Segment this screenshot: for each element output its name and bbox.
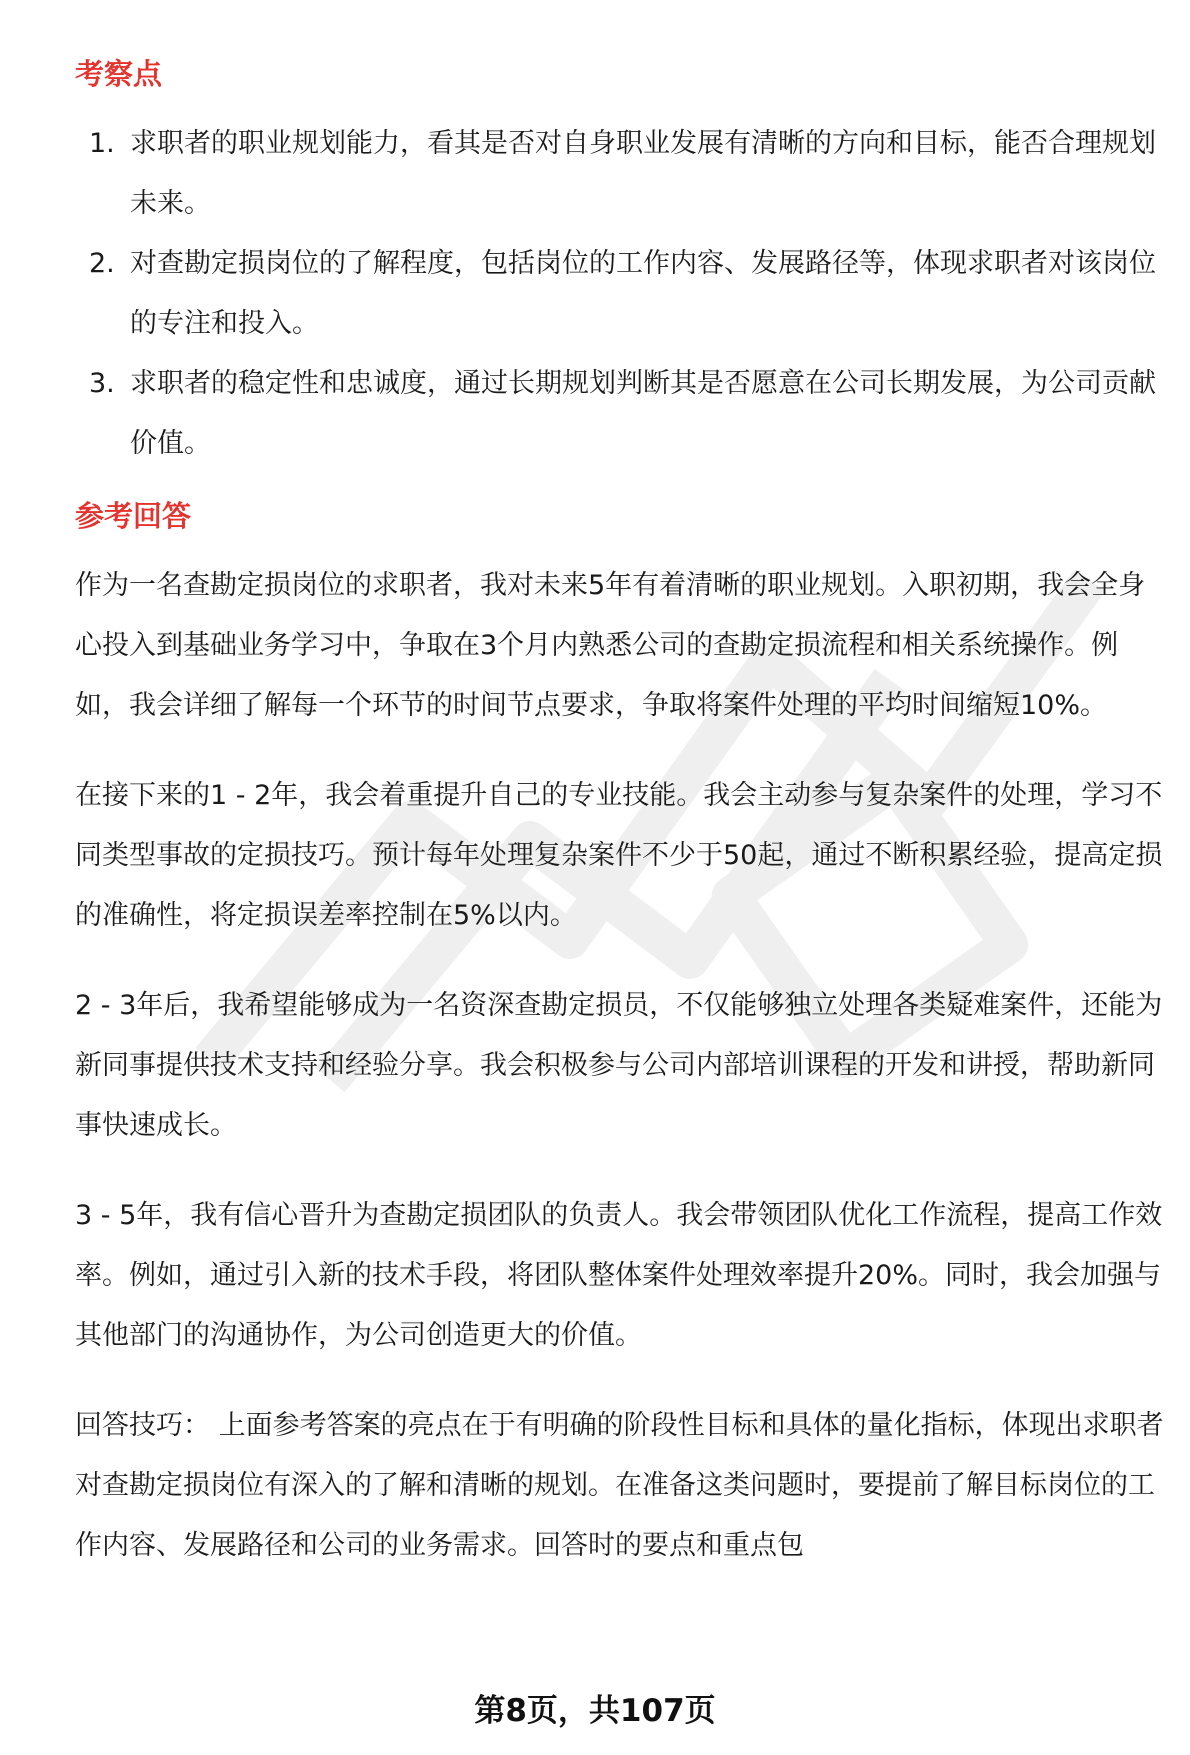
- section-title-focus: 考察点: [75, 57, 163, 91]
- list-item: [75, 354, 1165, 474]
- list-item-text: 对查勘定损岗位的了解程度，包括岗位的工作内容、发展路径等，体现求职者对该岗位的专注和投入。: [130, 248, 1156, 339]
- list-item-number: 3.: [89, 368, 115, 399]
- answer-paragraph: 2 - 3年后，我希望能够成为一名资深查勘定损员，不仅能够独立处理各类疑难案件，还能为新同事提供技术支持和经验分享。我会积极参与公司内部培训课程的开发和讲授，帮助新同事快速成长。: [75, 990, 1163, 1141]
- list-item-number: 2.: [89, 248, 115, 279]
- page-number: 第8页，共107页: [474, 1693, 716, 1729]
- section-title-answer: 参考回答: [75, 499, 192, 533]
- list-item-number: 1.: [89, 128, 115, 159]
- answer-paragraph: 3 - 5年，我有信心晋升为查勘定损团队的负责人。我会带领团队优化工作流程，提高工作效率。例如，通过引入新的技术手段，将团队整体案件处理效率提升20%。同时，我会加强与其他部门的沟通协作，为公司创造更大的价值。: [75, 1200, 1163, 1351]
- focus-list: [75, 114, 1165, 474]
- answer-paragraph: 作为一名查勘定损岗位的求职者，我对未来5年有着清晰的职业规划。入职初期，我会全身心投入到基础业务学习中，争取在3个月内熟悉公司的查勘定损流程和相关系统操作。例如，我会详细了解每一个环节的时间节点要求，争取将案件处理的平均时间缩短10%。: [75, 570, 1146, 721]
- answer-tips-paragraph: 回答技巧： 上面参考答案的亮点在于有明确的阶段性目标和具体的量化指标，体现出求职者对查勘定损岗位有深入的了解和清晰的规划。在准备这类问题时，要提前了解目标岗位的工作内容、发展路径和公司的业务需求。回答时的要点和重点包: [75, 1410, 1164, 1561]
- document-body: [75, 40, 1165, 1606]
- list-item-text: 求职者的稳定性和忠诚度，通过长期规划判断其是否愿意在公司长期发展，为公司贡献价值。: [130, 368, 1156, 459]
- answer-paragraph: 在接下来的1 - 2年，我会着重提升自己的专业技能。我会主动参与复杂案件的处理，学习不同类型事故的定损技巧。预计每年处理复杂案件不少于50起，通过不断积累经验，提高定损的准确性，将定损误差率控制在5%以内。: [75, 780, 1163, 931]
- list-item: [75, 114, 1165, 234]
- list-item: [75, 234, 1165, 354]
- list-item-text: 求职者的职业规划能力，看其是否对自身职业发展有清晰的方向和目标，能否合理规划未来。: [130, 128, 1156, 219]
